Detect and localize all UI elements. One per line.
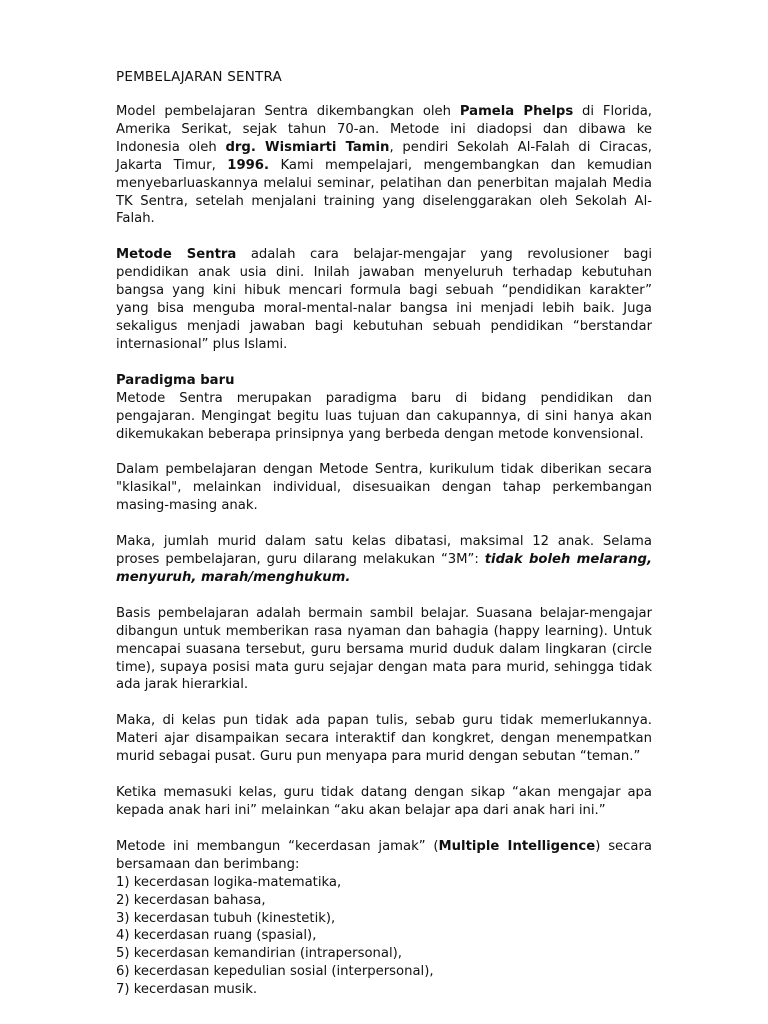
- section-heading-paradigma: Paradigma baru: [116, 372, 235, 388]
- paragraph-definition: Metode Sentra adalah cara belajar-mengajar yang revolusioner bagi pendidikan anak usia dini. Inilah jawaban menyeluruh terhadap kebutuhan bangsa yang kini hibuk mencari formula bagi sebuah “pendidikan karakter” yang bisa menguba moral-mental-nalar bangsa ini menjadi lebih baik. Juga sekaligus menjadi jawaban bagi kebutuhan sebuah pendidikan “berstandar internasional” plus Islami.: [116, 247, 652, 352]
- paragraph-origin: Model pembelajaran Sentra dikembangkan oleh Pamela Phelps di Florida, Amerika Serikat, sejak tahun 70-an. Metode ini diadopsi dan dibawa ke Indonesia oleh drg. Wismiarti Tamin, pendiri Sekolah Al-Falah di Ciracas, Jakarta Timur, 1996. Kami mempelajari, mengembangkan dan kemudian menyebarluaskannya melalui seminar, pelatihan dan penerbitan majalah Media TK Sentra, setelah menjalani training yang diselenggarakan oleh Sekolah Al-Falah.: [116, 104, 652, 227]
- paragraph-multiple-intelligence: Metode ini membangun “kecerdasan jamak” (Multiple Intelligence) secara bersamaan dan berimbang:: [116, 838, 653, 872]
- paragraph-paradigm: Paradigma baru Metode Sentra merupakan paradigma baru di bidang pendidikan dan pengajaran. Mengingat begitu luas tujuan dan cakupannya, di sini hanya akan dikemukakan beberapa prinsipnya yang berbeda dengan metode konvensional.: [116, 372, 652, 442]
- list-item: 5) kecerdasan kemandirian (intrapersonal),: [116, 946, 402, 962]
- term-metode-sentra: Metode Sentra: [116, 247, 237, 263]
- paragraph-no-whiteboard: Maka, di kelas pun tidak ada papan tulis, sebab guru tidak memerlukannya. Materi ajar disampaikan secara interaktif dan kongkret, dengan menempatkan murid sebagai pusat. Guru pun menyapa para murid dengan sebutan “teman.”: [116, 713, 652, 765]
- paragraph-learning-basis: Basis pembelajaran adalah bermain sambil belajar. Suasana belajar-mengajar dibangun untuk memberikan rasa nyaman dan bahagia (happy learning). Untuk mencapai suasana tersebut, guru bersama murid duduk dalam lingkaran (circle time), supaya posisi mata guru sejajar dengan mata para murid, sehingga tidak ada jarak hierarkial.: [116, 605, 652, 693]
- term-multiple-intelligence: Multiple Intelligence: [438, 838, 596, 854]
- year-1996: 1996.: [227, 157, 269, 173]
- paragraph-class-size: Maka, jumlah murid dalam satu kelas dibatasi, maksimal 12 anak. Selama proses pembelajaran, guru dilarang melakukan “3M”: tidak boleh melarang, menyuruh, marah/menghukum.: [116, 534, 652, 585]
- list-item: 4) kecerdasan ruang (spasial),: [116, 928, 317, 944]
- list-item: 1) kecerdasan logika-matematika,: [116, 874, 342, 890]
- paragraph-teacher-attitude: Ketika memasuki kelas, guru tidak datang dengan sikap “akan mengajar apa kepada anak hari ini” melainkan “aku akan belajar apa dari anak hari ini.”: [116, 785, 652, 818]
- list-item: 3) kecerdasan tubuh (kinestetik),: [116, 910, 336, 926]
- name-pamela-phelps: Pamela Phelps: [459, 104, 574, 119]
- list-item: 7) kecerdasan musik.: [116, 982, 258, 998]
- document-title: PEMBELAJARAN SENTRA: [116, 69, 282, 85]
- paragraph-curriculum: Dalam pembelajaran dengan Metode Sentra, kurikulum tidak diberikan secara "klasikal", melainkan individual, disesuaikan dengan tahap perkembangan masing-masing anak.: [116, 462, 652, 514]
- intelligence-list: [116, 874, 652, 999]
- name-wismiarti-tamin: drg. Wismiarti Tamin: [225, 139, 390, 155]
- rule-3m: tidak boleh melarang, menyuruh, marah/menghukum.: [116, 552, 652, 585]
- list-item: 6) kecerdasan kepedulian sosial (interpersonal),: [116, 964, 434, 980]
- list-item: 2) kecerdasan bahasa,: [116, 892, 266, 908]
